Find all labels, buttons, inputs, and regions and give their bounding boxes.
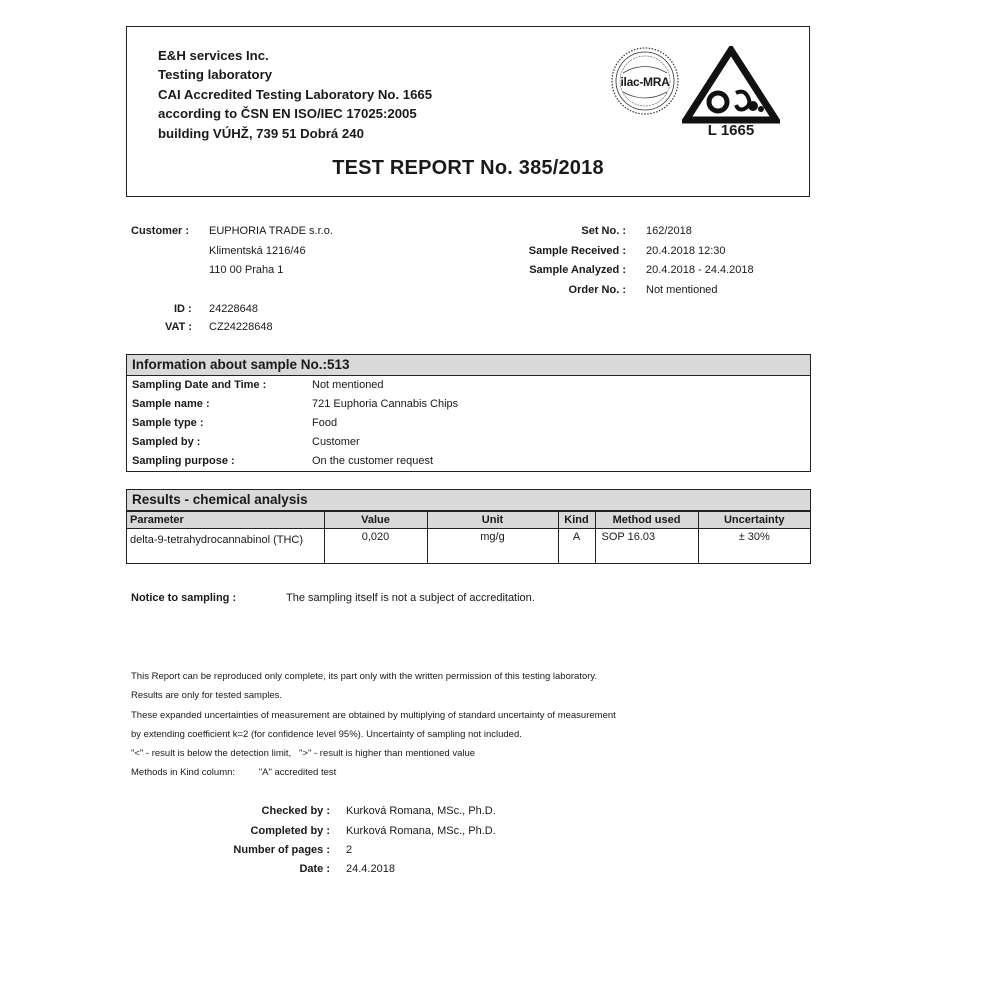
customer-street: Klimentská 1216/46 — [209, 245, 306, 257]
results-title: Results - chemical analysis — [127, 490, 810, 511]
header-value: Value — [324, 512, 427, 529]
completed-by-label: Completed by : — [250, 825, 330, 837]
ilac-logo-text: ilac-MRA — [620, 75, 670, 89]
customer-name: EUPHORIA TRADE s.r.o. — [209, 225, 333, 237]
results-section — [126, 489, 811, 564]
completed-by-value: Kurková Romana, MSc., Ph.D. — [346, 825, 496, 837]
sample-name-label: Sample name : — [132, 398, 210, 410]
table-row — [127, 529, 810, 564]
report-title: TEST REPORT No. 385/2018 — [332, 157, 604, 179]
footnote-uncertainty-2: by extending coefficient k=2 (for confidence level 95%). Uncertainty of sampling not included. — [131, 729, 522, 740]
header-unit: Unit — [427, 512, 558, 529]
cell-kind: A — [558, 529, 595, 564]
customer-id: 24228648 — [209, 303, 258, 315]
sample-type-label: Sample type : — [132, 417, 204, 429]
customer-id-label: ID : — [174, 303, 192, 315]
sampling-date-value: Not mentioned — [312, 379, 384, 391]
cai-lab-code: L 1665 — [707, 122, 755, 139]
footnote-kind-column: Methods in Kind column: "A" accredited test — [131, 767, 337, 778]
sample-name-value: 721 Euphoria Cannabis Chips — [312, 398, 459, 410]
sample-received-label: Sample Received : — [528, 245, 626, 257]
sample-info-title: Information about sample No.:513 — [127, 355, 810, 376]
notice-text: The sampling itself is not a subject of accreditation. — [286, 592, 535, 604]
sample-received: 20.4.2018 12:30 — [646, 245, 726, 257]
sample-type-value: Food — [312, 417, 338, 429]
number-of-pages-value: 2 — [346, 844, 353, 856]
sample-analyzed: 20.4.2018 - 24.4.2018 — [646, 264, 754, 276]
results-table — [127, 511, 810, 563]
footnote-limits: "<" - result is below the detection limit, ">" - result is higher than mentioned value — [131, 748, 476, 759]
cell-parameter: delta-9-tetrahydrocannabinol (THC) — [127, 529, 324, 564]
checked-by-value: Kurková Romana, MSc., Ph.D. — [346, 805, 496, 817]
lab-type: Testing laboratory — [158, 67, 273, 83]
order-number: Not mentioned — [646, 284, 718, 296]
date-label: Date : — [299, 863, 330, 875]
sample-info-row — [127, 433, 810, 452]
footnote-uncertainty-1: These expanded uncertainties of measurement are obtained by multiplying of standard uncertainty of measurement — [131, 710, 616, 721]
cell-uncertainty: ± 30% — [698, 529, 810, 564]
sample-info-row — [127, 414, 810, 433]
lab-standard: according to ČSN EN ISO/IEC 17025:2005 — [158, 106, 417, 122]
lab-address: building VÚHŽ, 739 51 Dobrá 240 — [158, 125, 364, 141]
cell-unit: mg/g — [427, 529, 558, 564]
sample-info-row — [127, 452, 810, 471]
sampling-date-label: Sampling Date and Time : — [132, 379, 267, 391]
sample-info-row — [127, 376, 810, 395]
customer-vat: CZ24228648 — [209, 321, 273, 333]
header-kind: Kind — [558, 512, 595, 529]
ilac-mra-logo — [610, 46, 680, 120]
header-parameter: Parameter — [127, 512, 324, 529]
notice-label: Notice to sampling : — [131, 592, 237, 604]
footnote-tested-samples: Results are only for tested samples. — [131, 690, 283, 701]
lab-name: E&H services Inc. — [158, 48, 269, 63]
customer-vat-label: VAT : — [165, 321, 193, 333]
cell-method: SOP 16.03 — [595, 529, 698, 564]
header-uncertainty: Uncertainty — [698, 512, 810, 529]
lab-accreditation: CAI Accredited Testing Laboratory No. 1665 — [158, 86, 433, 102]
sampling-purpose-value: On the customer request — [312, 455, 434, 467]
order-number-label: Order No. : — [568, 284, 626, 296]
sampled-by-label: Sampled by : — [132, 436, 201, 448]
header-method: Method used — [595, 512, 698, 529]
sample-info-row — [127, 395, 810, 414]
customer-label: Customer : — [131, 225, 190, 237]
number-of-pages-label: Number of pages : — [233, 844, 330, 856]
customer-city: 110 00 Praha 1 — [209, 264, 284, 276]
cell-value: 0,020 — [324, 529, 427, 564]
sample-info-section — [126, 354, 811, 472]
checked-by-label: Checked by : — [261, 805, 330, 817]
sampled-by-value: Customer — [312, 436, 360, 448]
date-value: 24.4.2018 — [346, 863, 395, 875]
sample-analyzed-label: Sample Analyzed : — [529, 264, 626, 276]
set-number-label: Set No. : — [581, 225, 626, 237]
results-header-row — [127, 512, 810, 529]
set-number: 162/2018 — [646, 225, 692, 237]
laboratory-details — [158, 46, 432, 143]
footnote-reproduction: This Report can be reproduced only complete, its part only with the written permission of this testing laboratory. — [131, 671, 598, 682]
sampling-purpose-label: Sampling purpose : — [132, 455, 235, 467]
